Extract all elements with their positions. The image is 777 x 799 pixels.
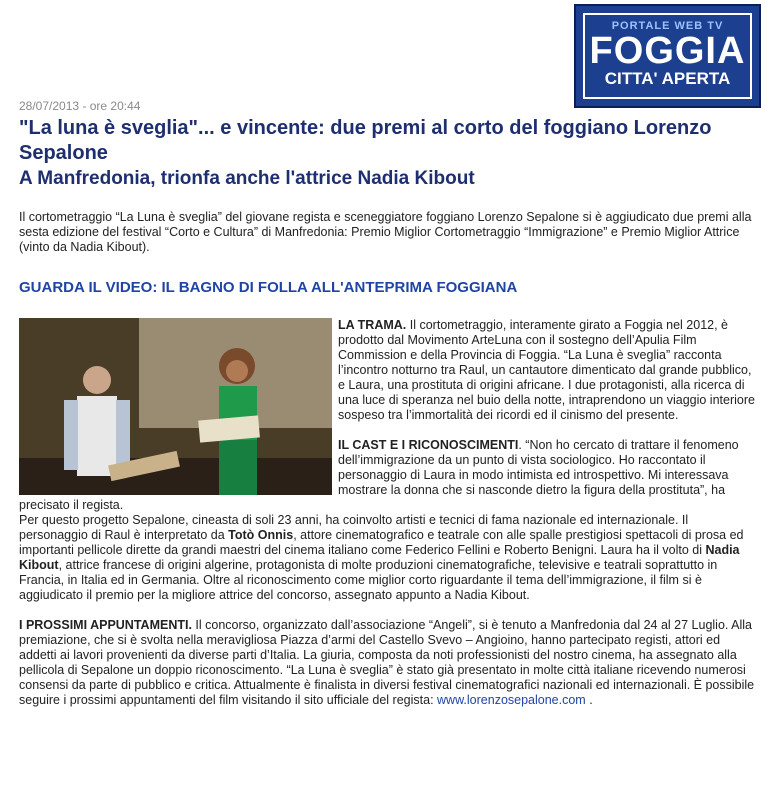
- actor-toto-onnis: Totò Onnis: [228, 528, 294, 542]
- cast-text-2c: , attrice francese di origini algerine, protagonista di molte produzioni cinematografiche, televisive e teatrali soprattutto in Francia, in Italia ed in Germania. Oltre al riconoscimento come miglior corto riguardante il tema dell’immigrazione, il film si è aggiudicato il premio per la migliore attrice del concorso, assegnato appunto a Nadia Kibout.: [19, 558, 718, 602]
- cast-text-1: . “Non ho cercato di trattare il fenomeno dell’immigrazione da un punto di vista sociologico. Ho raccontato il personaggio di Laura in modo intimista ed introspettivo. Mi interessava mostrare la donna che si nasconde dietro la figura della prostituta”, ha precisato il regista.: [19, 438, 739, 512]
- article-subtitle: A Manfredonia, trionfa anche l'attrice Nadia Kibout: [19, 168, 475, 189]
- director-site-link[interactable]: www.lorenzosepalone.com: [437, 693, 586, 707]
- article-body: [19, 318, 759, 723]
- cast-text-2a: Per questo progetto Sepalone, cineasta di soli 23 anni, ha coinvolto artisti e tecnici di fama nazionale ed internazionale. Il personaggio di Raul è interpretato da: [19, 513, 689, 542]
- logo-top-text: PORTALE WEB TV: [611, 20, 724, 32]
- paragraph-appuntamenti: [19, 618, 759, 708]
- video-link[interactable]: GUARDA IL VIDEO: IL BAGNO DI FOLLA ALL'ANTEPRIMA FOGGIANA: [19, 279, 518, 296]
- article-title: "La luna è sveglia"... e vincente: due premi al corto del foggiano Lorenzo Sepalone: [19, 117, 712, 164]
- cast-label: IL CAST E I RICONOSCIMENTI: [338, 438, 519, 452]
- trama-label: LA TRAMA.: [338, 318, 407, 332]
- site-logo[interactable]: [574, 4, 761, 108]
- logo-frame: [583, 13, 752, 99]
- actor-nadia-kibout: Nadia Kibout: [19, 543, 740, 572]
- logo-name: FOGGIA: [589, 30, 746, 72]
- appuntamenti-label: I PROSSIMI APPUNTAMENTI.: [19, 618, 192, 632]
- trama-text: Il cortometraggio, interamente girato a Foggia nel 2012, è prodotto dal Movimento ArteLuna con il sostegno dell’Apulia Film Commission e della Provincia di Foggia. “La Luna è sveglia” racconta l’incontro notturno tra Raul, un cantautore dimenticato dal grande pubblico, e Laura, una prostituta di origini africane. I due protagonisti, alla ricerca di una luce di speranza nel buio della notte, intraprendono un viaggio interiore sospeso tra l’immortalità dei ricordi ed il cinismo del presente.: [338, 318, 755, 422]
- article-date: 28/07/2013 - ore 20:44: [19, 99, 141, 113]
- photo-spacer: [19, 318, 332, 495]
- appuntamenti-text: Il concorso, organizzato dall’associazione “Angeli”, si è tenuto a Manfredonia dal 24 al 27 Luglio. Alla premiazione, che si è svolta nella meravigliosa Piazza d’armi del Castello Svevo – Angioino, hanno partecipato registi, attori ed addetti ai lavori provenienti da diverse parti d’Italia. La giuria, composta da noti professionisti del nostro cinema, ha assegnato alla pellicola di Sepalone un doppio riconoscimento. “La Luna è sveglia” è stato già presentato in molte città italiane ricevendo numerosi consensi da parte di pubblico e critica. Attualmente è finalista in diversi festival cinematografici nazionali ed internazionali. È possibile seguire i prossimi appuntamenti del film visitando il sito ufficiale del regista:: [19, 618, 755, 707]
- paragraph-cast-2: [19, 513, 759, 603]
- article-intro: Il cortometraggio “La Luna è sveglia” del giovane regista e sceneggiatore foggiano Lorenzo Sepalone si è aggiudicato due premi alla sesta edizione del festival “Corto e Cultura” di Manfredonia: Premio Miglior Cortometraggio “Immigrazione” e Premio Miglior Attrice (vinto da Nadia Kibout).: [19, 210, 752, 254]
- end-dot: .: [585, 693, 593, 707]
- logo-tagline: CITTA' APERTA: [604, 69, 731, 88]
- cast-text-2b: , attore cinematografico e teatrale con alle spalle prestigiosi spettacoli di prosa ed importanti pellicole dirette da grandi maestri del cinema italiano come Federico Fellini e Roberto Benigni. Laura ha il volto di: [19, 528, 744, 557]
